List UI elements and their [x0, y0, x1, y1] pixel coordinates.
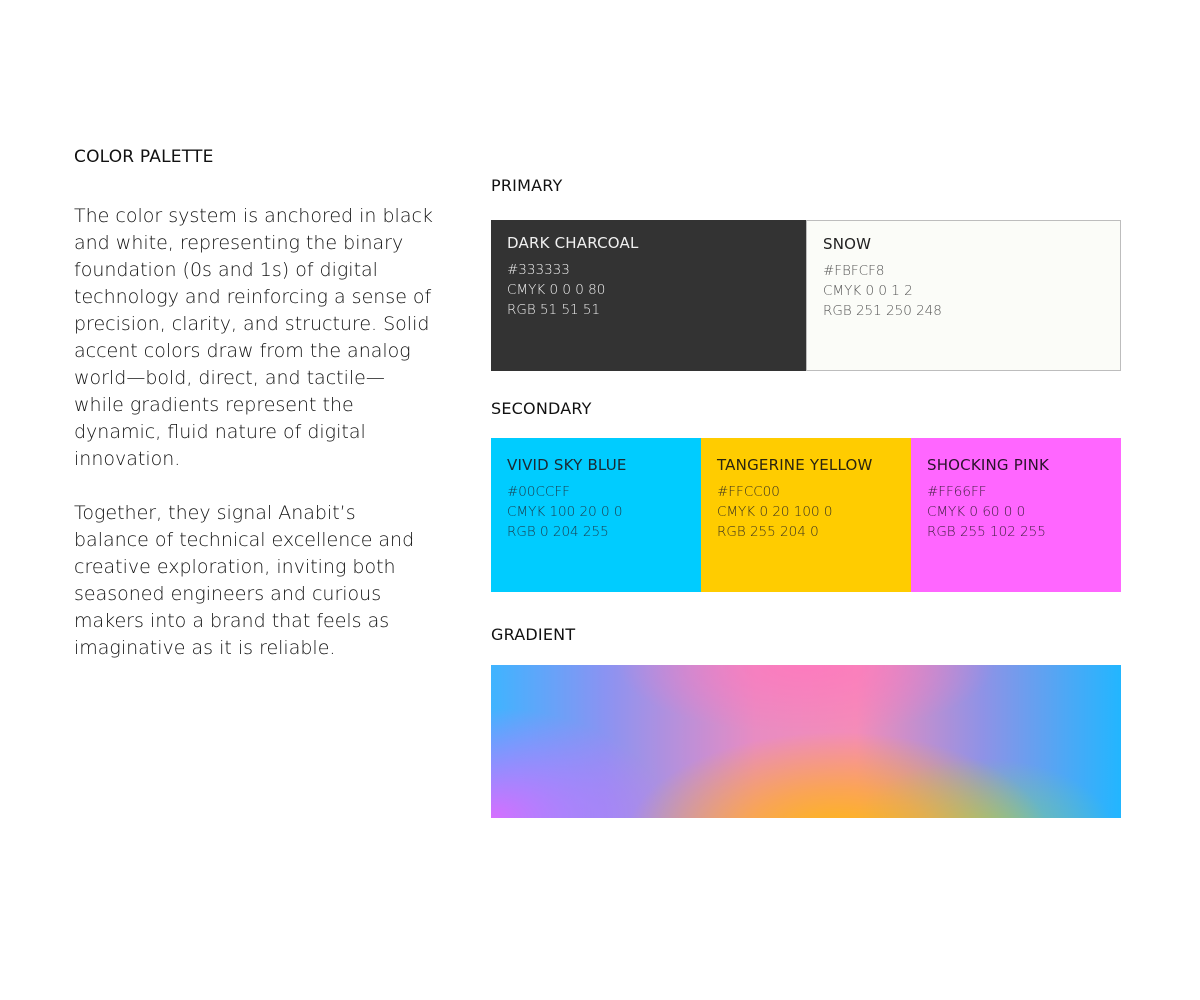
swatch-snow [806, 220, 1121, 371]
secondary-section-label: SECONDARY [491, 399, 592, 418]
closing-paragraph: Together, they signal Anabit’s balance of technical excellence and creative exploration, inviting both seasoned engineers and curious makers into a brand that feels as imaginative as it is reliable. [74, 502, 415, 659]
swatch-name: TANGERINE YELLOW [716, 456, 873, 474]
swatch-shocking-pink [911, 438, 1121, 592]
swatch-cmyk: CMYK 0 20 100 0 [716, 504, 833, 520]
primary-swatch-row [491, 220, 1121, 371]
swatch-rgb: RGB 255 204 0 [716, 524, 819, 540]
swatch-rgb: RGB 255 102 255 [926, 524, 1046, 540]
page-heading: COLOR PALETTE [74, 147, 214, 167]
swatch-hex: #333333 [507, 262, 570, 278]
swatch-hex: #FBFCF8 [823, 263, 885, 279]
swatch-rgb: RGB 0 204 255 [507, 524, 609, 540]
swatch-name: DARK CHARCOAL [507, 234, 639, 252]
swatch-cmyk: CMYK 100 20 0 0 [507, 504, 623, 520]
swatch-rgb: RGB 51 51 51 [507, 302, 601, 318]
swatch-hex: #00CCFF [507, 484, 570, 500]
swatch-cmyk: CMYK 0 0 1 2 [823, 283, 913, 299]
swatch-rgb: RGB 251 250 248 [823, 303, 942, 319]
swatch-tangerine-yellow [701, 438, 911, 592]
swatch-vivid-sky-blue [491, 438, 701, 592]
swatch-hex: #FFCC00 [716, 484, 780, 500]
swatch-hex: #FF66FF [926, 484, 987, 500]
swatch-name: SHOCKING PINK [926, 456, 1050, 474]
swatch-cmyk: CMYK 0 0 0 80 [507, 282, 606, 298]
gradient-swatch [491, 665, 1121, 818]
swatch-dark-charcoal [491, 220, 806, 371]
swatch-name: VIVID SKY BLUE [507, 456, 627, 474]
intro-paragraph: The color system is anchored in black and white, representing the binary foundation (0s and 1s) of digital technology and reinforcing a sense of precision, clarity, and structure. Solid accent colors draw from the analog world—bold, direct, and tactile—while gradients represent the dynamic, fluid nature of digital innovation. [74, 205, 433, 470]
primary-section-label: PRIMARY [491, 176, 563, 195]
secondary-swatch-row [491, 438, 1121, 592]
swatch-cmyk: CMYK 0 60 0 0 [926, 504, 1026, 520]
swatch-name: SNOW [823, 235, 872, 253]
gradient-section-label: GRADIENT [491, 625, 576, 644]
